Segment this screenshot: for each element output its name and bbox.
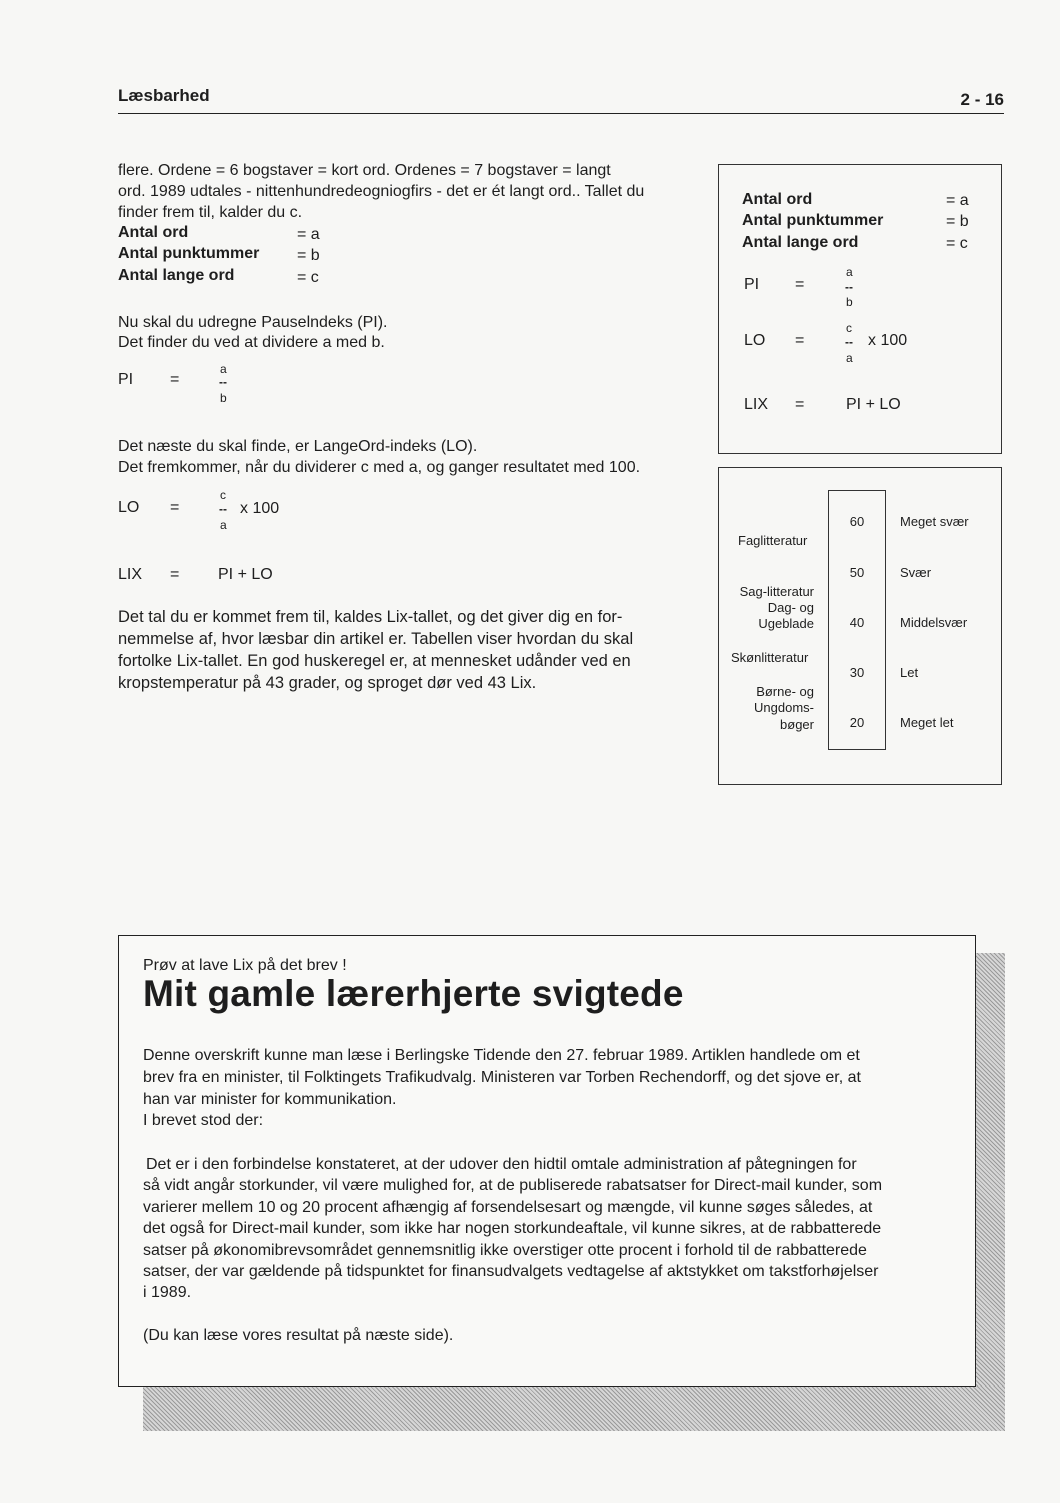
genre-label: Børne- og bbox=[756, 684, 814, 699]
summary-def-label-b: Antal punktummer bbox=[742, 212, 884, 229]
letter-quote-line: så vidt angår storkunder, vil være mulighed for, at de publiserede rabatsatser for Direct-mail kunder, som bbox=[143, 1177, 883, 1194]
scale-value: 40 bbox=[849, 615, 865, 630]
summary-def-value-b: = b bbox=[946, 213, 969, 230]
letter-footer: (Du kan læse vores resultat på næste side). bbox=[143, 1327, 454, 1344]
difficulty-rating: Svær bbox=[900, 565, 932, 580]
lix-equals: = bbox=[170, 566, 180, 583]
genre-label: Ugeblade bbox=[758, 616, 814, 631]
summary-lix-label: LIX bbox=[744, 396, 769, 413]
letter-prompt: Prøv at lave Lix på det brev ! bbox=[143, 957, 347, 974]
letter-headline: Mit gamle lærerhjerte svigtede bbox=[143, 973, 684, 1014]
lo-equals: = bbox=[170, 499, 180, 516]
summary-pi-fraction-bar: -- bbox=[845, 280, 853, 294]
pi-text-line: Nu skal du udregne Pauselndeks (PI). bbox=[118, 314, 388, 331]
summary-lo-label: LO bbox=[744, 332, 766, 349]
letter-intro-line: I brevet stod der: bbox=[143, 1112, 264, 1129]
summary-def-label-c: Antal lange ord bbox=[742, 234, 859, 251]
pi-fraction-bar: -- bbox=[219, 375, 227, 389]
letter-intro-line: brev fra en minister, til Folktingets Trafikudvalg. Ministeren var Torben Rechendorff, og det sjove er, at bbox=[143, 1069, 861, 1086]
letter-intro-line: han var minister for kommunikation. bbox=[143, 1091, 397, 1108]
lix-text-line: kropstemperatur på 43 grader, og sproget dør ved 43 Lix. bbox=[118, 674, 537, 692]
intro-line: finder frem til, kalder du c. bbox=[118, 204, 303, 221]
header-rule bbox=[118, 113, 1004, 114]
intro-line: flere. Ordene = 6 bogstaver = kort ord. Ordenes = 7 bogstaver = langt bbox=[118, 162, 611, 179]
letter-quote-line: i 1989. bbox=[143, 1284, 192, 1301]
def-value-b: = b bbox=[297, 247, 320, 264]
difficulty-rating: Meget svær bbox=[900, 514, 969, 529]
scale-value: 50 bbox=[849, 565, 865, 580]
def-label-b: Antal punktummer bbox=[118, 245, 260, 262]
summary-pi-numerator: a bbox=[846, 265, 853, 279]
lix-rhs: PI + LO bbox=[218, 566, 273, 583]
pi-numerator: a bbox=[220, 362, 227, 376]
summary-lo-numerator: c bbox=[846, 321, 852, 335]
summary-lo-equals: = bbox=[795, 332, 805, 349]
genre-label: Sag-litteratur bbox=[739, 584, 814, 599]
lix-text-line: Det tal du er kommet frem til, kaldes Lix-tallet, og det giver dig en for- bbox=[118, 608, 623, 626]
summary-def-value-c: = c bbox=[946, 235, 968, 252]
genre-label: Faglitteratur bbox=[738, 533, 808, 548]
summary-lo-multiplier: x 100 bbox=[868, 332, 908, 349]
summary-def-value-a: = a bbox=[946, 192, 969, 209]
summary-lo-denominator: a bbox=[846, 351, 853, 365]
letter-intro-line: Denne overskrift kunne man læse i Berlingske Tidende den 27. februar 1989. Artiklen handlede om et bbox=[143, 1047, 860, 1064]
def-label-c: Antal lange ord bbox=[118, 267, 235, 284]
summary-pi-equals: = bbox=[795, 276, 805, 293]
pi-text-line: Det finder du ved at dividere a med b. bbox=[118, 334, 385, 351]
difficulty-rating: Let bbox=[900, 665, 919, 680]
letter-quote-line: varierer mellem 10 og 20 procent afhængig af forsendelsesart og mængde, vil kunne søges således, at bbox=[143, 1199, 873, 1216]
intro-line: ord. 1989 udtales - nittenhundredeogniogfirs - det er ét langt ord.. Tallet du bbox=[118, 183, 645, 200]
summary-lix-rhs: PI + LO bbox=[846, 396, 901, 413]
pi-equals: = bbox=[170, 371, 180, 388]
letter-quote-line: Det er i den forbindelse konstateret, at der udover den hidtil omtale administration af påtegningen for bbox=[146, 1156, 857, 1173]
lix-text-line: fortolke Lix-tallet. En god huskeregel er, at mennesket udånder ved en bbox=[118, 652, 631, 670]
letter-quote-line: satser på økonomibrevsområdet gennemsnitlig ikke overstiger otte procent i forhold til de rabbatterede bbox=[143, 1242, 867, 1259]
def-value-a: = a bbox=[297, 226, 320, 243]
running-header-title: Læsbarhed bbox=[118, 86, 210, 105]
pi-denominator: b bbox=[220, 391, 227, 405]
lo-fraction-bar: -- bbox=[219, 502, 227, 516]
scale-value: 60 bbox=[849, 514, 865, 529]
def-value-c: = c bbox=[297, 269, 319, 286]
summary-lix-equals: = bbox=[795, 396, 805, 413]
genre-label: bøger bbox=[780, 717, 814, 732]
summary-lo-fraction-bar: -- bbox=[845, 335, 853, 349]
summary-pi-label: PI bbox=[744, 276, 760, 293]
lo-text-line: Det næste du skal finde, er LangeOrd-indeks (LO). bbox=[118, 438, 478, 455]
genre-label: Skønlitteratur bbox=[731, 650, 809, 665]
difficulty-rating: Middelsvær bbox=[900, 615, 968, 630]
letter-quote-line: det også for Direct-mail kunder, som ikke har nogen storkundeaftale, vil kunne sikres, at de rabbatterede bbox=[143, 1220, 882, 1237]
lo-multiplier: x 100 bbox=[240, 500, 280, 517]
def-label-a: Antal ord bbox=[118, 224, 189, 241]
page-number: 2 - 16 bbox=[960, 90, 1004, 109]
genre-label: Ungdoms- bbox=[754, 700, 814, 715]
letter-quote-line: satser, der var gældende på tidspunktet for finansudvalgets vedtagelse af aktstykket om takstforhøjelser bbox=[143, 1263, 879, 1280]
lo-label: LO bbox=[118, 499, 140, 516]
summary-def-label-a: Antal ord bbox=[742, 191, 813, 208]
summary-pi-denominator: b bbox=[846, 295, 853, 309]
lix-text-line: nemmelse af, hvor læsbar din artikel er. Tabellen viser hvordan du skal bbox=[118, 630, 634, 648]
letter-box-shadow-right bbox=[975, 953, 1005, 1431]
scale-value: 30 bbox=[849, 665, 865, 680]
lo-numerator: c bbox=[220, 488, 226, 502]
difficulty-rating: Meget let bbox=[900, 715, 954, 730]
lix-label: LIX bbox=[118, 566, 143, 583]
lo-denominator: a bbox=[220, 518, 227, 532]
genre-label: Dag- og bbox=[767, 600, 814, 615]
letter-box-shadow-bottom bbox=[143, 1386, 1005, 1431]
pi-label: PI bbox=[118, 371, 134, 388]
scale-value: 20 bbox=[849, 715, 865, 730]
lo-text-line: Det fremkommer, når du dividerer c med a, og ganger resultatet med 100. bbox=[118, 459, 641, 476]
